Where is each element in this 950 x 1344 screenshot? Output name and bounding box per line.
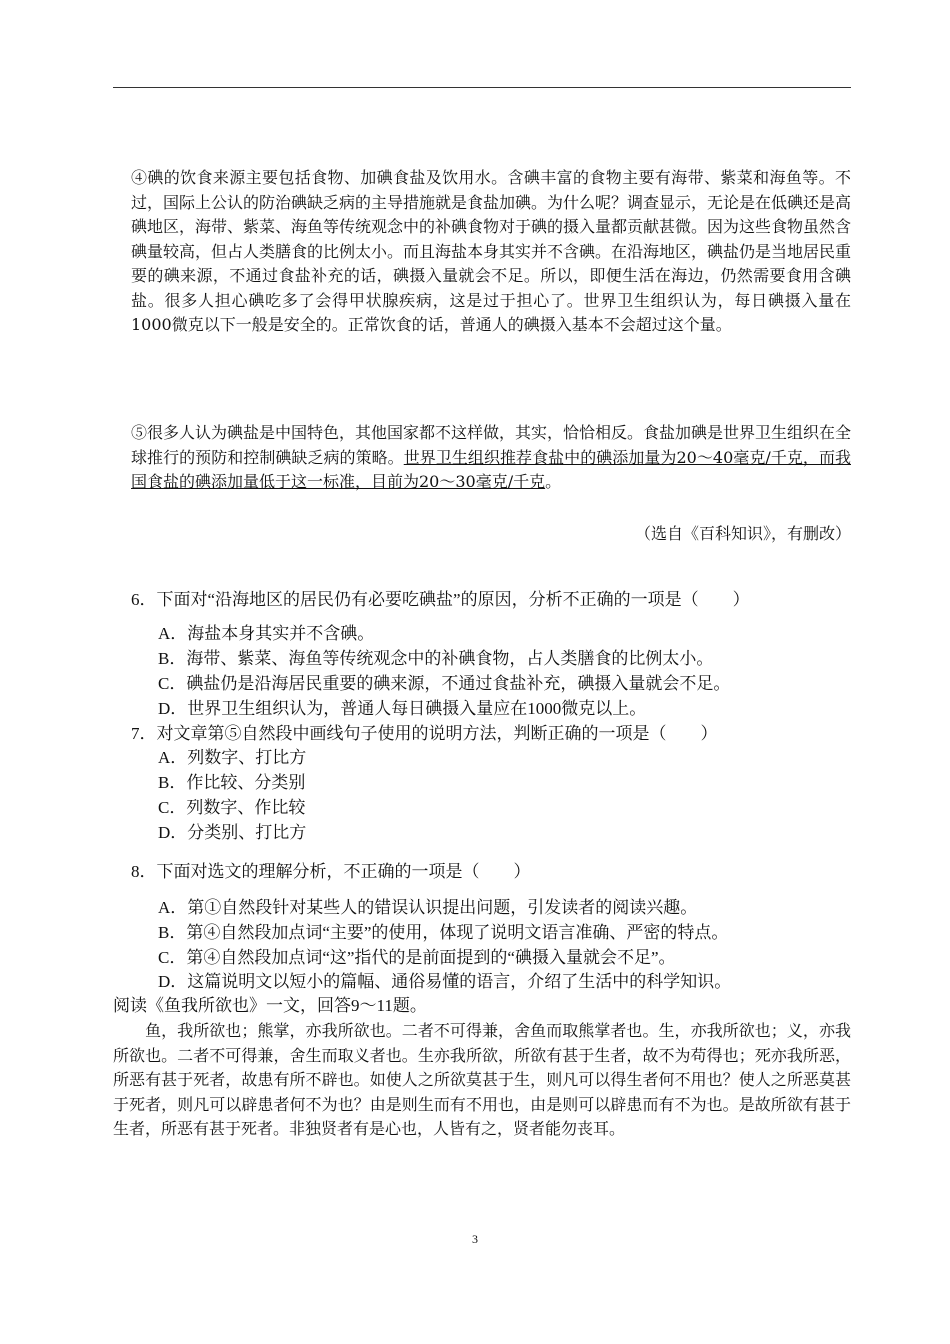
question-7-option-a: A．列数字、打比方 — [158, 748, 307, 767]
reading-intro: 阅读《鱼我所欲也》一文，回答9～11题。 — [113, 996, 427, 1015]
question-7-option-d: D．分类别、打比方 — [158, 823, 307, 842]
paragraph-4-text: ④碘的饮食来源主要包括食物、加碘食盐及饮用水。含碘丰富的食物主要有海带、紫菜和海鱼等。不过，国际上公认的防治碘缺乏病的主导措施就是食盐加碘。为什么呢？调查显示，无论是在低碘还是高碘地区，海带、紫菜、海鱼等传统观念中的补碘食物对于碘的摄入量都贡献甚微。因为这些食物虽然含碘量较高，但占人类膳食的比例太小。而且海盐本身其实并不含碘。在沿海地区，碘盐仍是当地居民重要的碘来源，不通过食盐补充的话，碘摄入量就会不足。所以，即便生活在海边，仍然需要食用含碘盐。很多人担心碘吃多了会得甲状腺疾病，这是过于担心了。世界卫生组织认为，每日碘摄入量在1000微克以下一般是安全的。正常饮食的话，普通人的碘摄入基本不会超过这个量。 — [131, 168, 852, 334]
header-rule — [113, 87, 851, 88]
question-8-stem: 8．下面对选文的理解分析，不正确的一项是（ ） — [131, 862, 531, 881]
paragraph-4 — [131, 166, 851, 338]
question-6-stem: 6．下面对“沿海地区的居民仍有必要吃碘盐”的原因，分析不正确的一项是（ ） — [131, 590, 750, 609]
question-7-option-c: C．列数字、作比较 — [158, 798, 306, 817]
question-8-option-a: A．第①自然段针对某些人的错误认识提出问题，引发读者的阅读兴趣。 — [158, 898, 698, 917]
paragraph-5-text: ⑤很多人认为碘盐是中国特色，其他国家都不这样做，其实，恰恰相反。食盐加碘是世界卫生组织在全球推行的预防和控制碘缺乏病的策略。 — [131, 423, 852, 467]
question-7-stem: 7．对文章第⑤自然段中画线句子使用的说明方法，判断正确的一项是（ ） — [131, 724, 718, 743]
question-6-option-c: C．碘盐仍是沿海居民重要的碘来源，不通过食盐补充，碘摄入量就会不足。 — [158, 674, 731, 693]
page-number: 3 — [472, 1232, 478, 1246]
classical-passage: 鱼，我所欲也；熊掌，亦我所欲也。二者不可得兼，舍鱼而取熊掌者也。生，亦我所欲也；义，亦我所欲也。二者不可得兼，舍生而取义者也。生亦我所欲，所欲有甚于生者，故不为苟得也；死亦我所恶，所恶有甚于死者，故患有所不辟也。如使人之所欲莫甚于生，则凡可以得生者何不用也？使人之所恶莫甚于死者，则凡可以辟患者何不为也？由是则生而有不用也，由是则可以辟患而有不为也。是故所欲有甚于生者，所恶有甚于死者。非独贤者有是心也，人皆有之，贤者能勿丧耳。 — [113, 1021, 851, 1138]
question-8-option-b: B．第④自然段加点词“主要”的使用，体现了说明文语言准确、严密的特点。 — [158, 923, 729, 942]
source-citation: （选自《百科知识》，有删改） — [634, 524, 851, 543]
question-8-option-d: D．这篇说明文以短小的篇幅、通俗易懂的语言，介绍了生活中的科学知识。 — [158, 972, 732, 991]
paragraph-5-end: 。 — [545, 472, 562, 491]
paragraph-5 — [131, 421, 851, 495]
question-6-option-a: A．海盐本身其实并不含碘。 — [158, 624, 375, 643]
underlined-sentence: 世界卫生组织推荐食盐中的碘添加量为20～40毫克/千克，而我国食盐的碘添加量低于这一标准，目前为20～30毫克/千克 — [131, 447, 851, 491]
question-6-option-d: D．世界卫生组织认为，普通人每日碘摄入量应在1000微克以上。 — [158, 699, 647, 718]
question-6-option-b: B．海带、紫菜、海鱼等传统观念中的补碘食物，占人类膳食的比例太小。 — [158, 649, 714, 668]
question-7-option-b: B．作比较、分类别 — [158, 773, 306, 792]
question-8-option-c: C．第④自然段加点词“这”指代的是前面提到的“碘摄入量就会不足”。 — [158, 948, 676, 967]
